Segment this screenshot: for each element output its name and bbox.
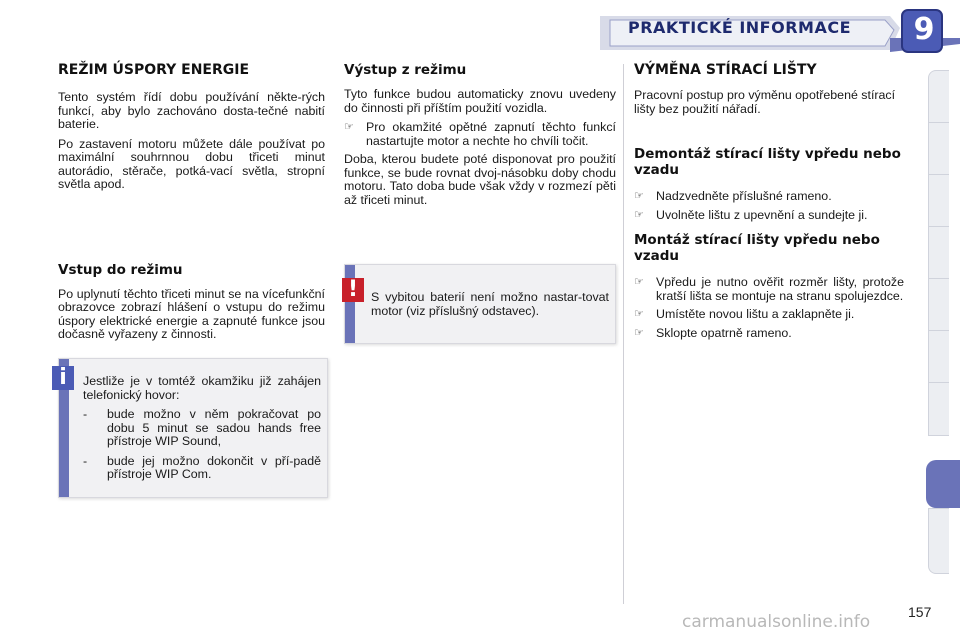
column-divider xyxy=(623,64,624,604)
chapter-tab[interactable] xyxy=(928,278,949,332)
hand-pointer-icon: ☞ xyxy=(344,121,354,133)
paragraph: Po zastavení motoru můžete dále používat po maximální souhrnnou dobu třiceti minut autorádio, stěrače, potká-vací světla, stropní světla apod. xyxy=(58,136,325,191)
chapter-tab[interactable] xyxy=(928,330,949,384)
list-item: ☞ Sklopte opatrně rameno. xyxy=(634,325,792,340)
paragraph: Tyto funkce budou automaticky znovu uvedeny do činnosti při příštím použití vozidla. xyxy=(344,87,616,115)
watermark: carmanualsonline.info xyxy=(682,612,871,632)
list-item: ☞ Uvolněte lištu z upevnění a sundejte ji. xyxy=(634,207,868,222)
hand-pointer-icon: ☞ xyxy=(634,326,644,339)
info-icon: i xyxy=(52,366,74,390)
paragraph: Tento systém řídí dobu používání někte-rých funkcí, aby bylo zachováno dosta-tečné nabití baterie. xyxy=(58,90,325,131)
heading-exit-mode: Výstup z režimu xyxy=(344,62,467,78)
warning-text: S vybitou baterií není možno nastar-tovat motor (viz příslušný odstavec). xyxy=(371,290,609,318)
heading-removal: Demontáž stírací lišty vpředu nebo vzadu xyxy=(634,146,901,178)
paragraph: Pracovní postup pro výměnu opotřebené stírací lišty bez použití nářadí. xyxy=(634,88,896,116)
list-item: ☞ Vpředu je nutno ověřit rozměr lišty, protože kratší lišta se montuje na stranu spolujezdce. xyxy=(634,275,904,303)
list-item: - bude možno v něm pokračovat po dobu 5 minut se sadou hands free přístroje WIP Sound, xyxy=(83,407,321,448)
hand-pointer-icon: ☞ xyxy=(634,208,644,221)
list-item: ☞ Nadzvedněte příslušné rameno. xyxy=(634,189,832,203)
chapter-tab-active[interactable] xyxy=(926,460,960,508)
warning-icon: ! xyxy=(342,278,364,302)
heading-enter-mode: Vstup do režimu xyxy=(58,261,183,278)
chapter-number: 9 xyxy=(913,12,935,47)
column-energy-saving xyxy=(58,62,325,348)
chapter-tab[interactable] xyxy=(928,382,949,436)
info-box xyxy=(58,358,328,498)
list-item: ☞ Pro okamžité opětné zapnutí těchto funkcí nastartujte motor a nechte ho chvíli točit. xyxy=(344,120,616,148)
chapter-tab[interactable] xyxy=(928,508,949,574)
info-intro: Jestliže je v tomtéž okamžiku již zahájen telefonický hovor: xyxy=(83,374,321,402)
column-wiper-replacement xyxy=(634,62,904,345)
section-title: PRAKTICKÉ INFORMACE xyxy=(628,18,852,37)
heading-installation: Montáž stírací lišty vpředu nebo vzadu xyxy=(634,232,880,264)
chapter-tab[interactable] xyxy=(928,70,949,124)
heading-energy-saving: REŽIM ÚSPORY ENERGIE xyxy=(58,62,250,78)
heading-wiper-replacement: VÝMĚNA STÍRACÍ LIŠTY xyxy=(634,62,817,78)
page-number: 157 xyxy=(908,604,932,620)
paragraph: Doba, kterou budete poté disponovat pro použití funkce, se bude rovnat dvoj-násobku doby chodu motoru. Tato doba bude však vždy v rozmezí pěti až třiceti minut. xyxy=(344,152,616,207)
chapter-tab[interactable] xyxy=(928,122,949,176)
list-item: ☞ Umístěte novou lištu a zaklapněte ji. xyxy=(634,307,855,321)
hand-pointer-icon: ☞ xyxy=(634,190,644,202)
paragraph: Po uplynutí těchto třiceti minut se na vícefunkční obrazovce zobrazí hlášení o vstupu do režimu úspory elektrické energie a zapnuté funkce jsou dočasně vyřazeny z činnosti. xyxy=(58,286,325,341)
hand-pointer-icon: ☞ xyxy=(634,308,644,320)
hand-pointer-icon: ☞ xyxy=(634,276,644,288)
chapter-tab[interactable] xyxy=(928,226,949,280)
warning-box xyxy=(344,264,616,344)
chapter-tab[interactable] xyxy=(928,174,949,228)
list-item: - bude jej možno dokončit v pří-padě přístroje WIP Com. xyxy=(83,453,321,481)
column-exit-mode xyxy=(344,62,616,213)
